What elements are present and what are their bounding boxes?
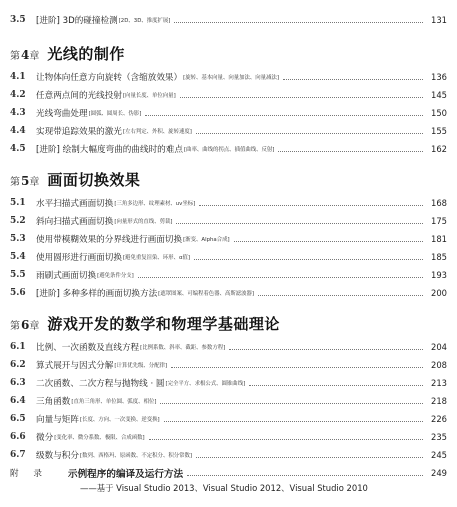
appendix-subtitle: ——基于 Visual Studio 2013、Visual Studio 2012、Visual Studio 2010 [80, 483, 368, 493]
entry-page-number: 162 [431, 144, 447, 154]
dot-leader [283, 79, 423, 80]
entry-number: 6.7 [10, 450, 26, 460]
dot-leader [234, 241, 423, 242]
dot-leader [176, 223, 423, 224]
entry-keywords: [旋转、基本向量、向量加法、向量减法] [183, 75, 279, 81]
dot-leader [196, 133, 423, 134]
entry-number: 6.4 [10, 396, 26, 406]
entry-title: 光线弯曲处理 [36, 109, 88, 119]
toc-entry-4-5[interactable] [10, 142, 447, 156]
chapter-heading-5 [10, 169, 140, 189]
appendix-label: 附 录 [10, 469, 48, 479]
entry-keywords: [渐变、Alpha合成] [183, 237, 230, 243]
entry-page-number: 218 [431, 396, 447, 406]
dot-leader [249, 385, 423, 386]
entry-number: 4.3 [10, 108, 26, 118]
entry-keywords: [比例系数、斜率、截距、参数方程] [140, 345, 226, 351]
dot-leader [196, 457, 423, 458]
entry-title: [进阶] 3D的碰撞检测 [36, 16, 118, 26]
entry-number: 5.6 [10, 288, 26, 298]
entry-keywords: [变化率、微分系数、极限、合成函数] [54, 435, 145, 441]
entry-keywords: [曲率、曲线的拐点、插值曲线、反射] [183, 147, 275, 153]
toc-entry-5-2[interactable] [10, 214, 447, 228]
entry-keywords: [向量形式的直线、剪裁] [114, 219, 173, 225]
entry-page-number: 213 [431, 378, 447, 388]
dot-leader [199, 205, 423, 206]
chapter-prefix: 第 [10, 321, 20, 332]
entry-keywords: [遮罩图案、可编程着色器、高斯滤波器] [158, 291, 255, 297]
entry-page-number: 208 [431, 360, 447, 370]
entry-keywords: [向量长度、单位向量] [122, 93, 176, 99]
toc-entry-6-3[interactable] [10, 376, 447, 390]
toc-entry-5-3[interactable] [10, 232, 447, 246]
chapter-title: 游戏开发的数学和物理学基础理论 [47, 315, 280, 333]
entry-keywords: [长度、方向、一次变换、逆变换] [79, 417, 160, 423]
entry-page-number: 235 [431, 432, 447, 442]
entry-keywords: [避免重复渲染、环形、α值] [122, 255, 191, 261]
toc-entry-5-6[interactable] [10, 286, 447, 300]
toc-entry-4-3[interactable] [10, 106, 447, 120]
dot-leader [278, 151, 423, 152]
entry-page-number: 131 [431, 15, 447, 25]
entry-page-number: 145 [431, 90, 447, 100]
entry-title: [进阶] 绘制大幅度弯曲的曲线时的难点 [36, 145, 183, 155]
entry-page-number: 200 [431, 288, 447, 298]
entry-title: 三角函数 [36, 397, 71, 407]
entry-title: 级数与积分 [36, 451, 79, 461]
entry-title: 任意两点间的光线投射 [36, 91, 122, 101]
entry-page-number: 150 [431, 108, 447, 118]
entry-page-number: 245 [431, 450, 447, 460]
appendix-page-number: 249 [431, 468, 447, 478]
toc-entry-appendix[interactable] [10, 466, 447, 480]
entry-title: 实现带追踪效果的激光 [36, 127, 122, 137]
chapter-title: 光线的制作 [47, 45, 125, 63]
entry-page-number: 226 [431, 414, 447, 424]
entry-title: 微分 [36, 433, 54, 443]
toc-entry-4-1[interactable] [10, 70, 447, 84]
entry-page-number: 155 [431, 126, 447, 136]
toc-entry-6-1[interactable] [10, 340, 447, 354]
chapter-suffix: 章 [29, 321, 40, 332]
dot-leader [160, 403, 423, 404]
entry-keywords: [直角三角形、单位圆、弧度、相位] [71, 399, 157, 405]
entry-keywords: [圆弧、圆周长、伪影] [88, 111, 142, 117]
chapter-heading-6 [10, 313, 280, 333]
dot-leader [180, 97, 423, 98]
entry-number: 6.5 [10, 414, 26, 424]
entry-page-number: 168 [431, 198, 447, 208]
chapter-heading-4 [10, 43, 125, 63]
dot-leader [258, 295, 423, 296]
chapter-suffix: 章 [29, 177, 40, 188]
toc-entry-6-2[interactable] [10, 358, 447, 372]
toc-entry-5-5[interactable] [10, 268, 447, 282]
entry-title: 雨刷式画面切换 [36, 271, 97, 281]
dot-leader [229, 349, 423, 350]
appendix-title: 示例程序的编译及运行方法 [68, 469, 184, 480]
entry-keywords: [数列、西格玛、原函数、不定积分、积分常数] [79, 453, 193, 459]
dot-leader [187, 475, 423, 476]
entry-title: 使用带模糊效果的分界线进行画面切换 [36, 235, 183, 245]
toc-entry-3-5[interactable] [10, 13, 447, 27]
entry-page-number: 193 [431, 270, 447, 280]
entry-number: 5.2 [10, 216, 26, 226]
entry-number: 5.1 [10, 198, 26, 208]
entry-page-number: 136 [431, 72, 447, 82]
toc-entry-6-4[interactable] [10, 394, 447, 408]
chapter-suffix: 章 [29, 51, 40, 62]
entry-title: 算式展开与因式分解 [36, 361, 114, 371]
entry-title: [进阶] 多种多样的画面切换方法 [36, 289, 158, 299]
chapter-number: 5 [21, 174, 30, 188]
entry-title: 向量与矩阵 [36, 415, 79, 425]
toc-entry-4-4[interactable] [10, 124, 447, 138]
dot-leader [164, 421, 423, 422]
entry-keywords: [左右判定、外积、旋转速度] [122, 129, 192, 135]
dot-leader [138, 277, 423, 278]
toc-entry-5-4[interactable] [10, 250, 447, 264]
entry-title: 比例、一次函数及直线方程 [36, 343, 140, 353]
entry-number: 6.6 [10, 432, 26, 442]
entry-number: 4.2 [10, 90, 26, 100]
entry-number: 5.4 [10, 252, 26, 262]
entry-keywords: [完全平方、求根公式、圆锥曲线] [165, 381, 246, 387]
entry-keywords: [三角多边形、纹理素材、uv坐标] [114, 201, 196, 207]
entry-page-number: 185 [431, 252, 447, 262]
entry-keywords: [2D、3D、推度扩展] [118, 18, 171, 24]
toc-entry-6-5[interactable] [10, 412, 447, 426]
entry-number: 4.5 [10, 144, 26, 154]
toc-entry-4-2[interactable] [10, 88, 447, 102]
toc-entry-6-7[interactable] [10, 448, 447, 462]
toc-entry-6-6[interactable] [10, 430, 447, 444]
entry-title: 二次函数、二次方程与抛物线 · 圆 [36, 379, 165, 389]
entry-number: 6.1 [10, 342, 26, 352]
entry-number: 4.1 [10, 72, 26, 82]
entry-title: 让物体向任意方向旋转（含缩放效果） [36, 73, 183, 83]
entry-number: 5.5 [10, 270, 26, 280]
entry-title: 使用圆形进行画面切换 [36, 253, 122, 263]
toc-entry-5-1[interactable] [10, 196, 447, 210]
entry-number: 3.5 [10, 15, 26, 25]
dot-leader [145, 115, 423, 116]
entry-number: 6.3 [10, 378, 26, 388]
entry-number: 4.4 [10, 126, 26, 136]
chapter-title: 画面切换效果 [47, 171, 141, 189]
entry-page-number: 204 [431, 342, 447, 352]
dot-leader [174, 22, 423, 23]
entry-keywords: [计算优先级、分配律] [114, 363, 168, 369]
entry-title: 水平扫描式画面切换 [36, 199, 114, 209]
entry-number: 5.3 [10, 234, 26, 244]
entry-page-number: 175 [431, 216, 447, 226]
entry-page-number: 181 [431, 234, 447, 244]
chapter-prefix: 第 [10, 51, 20, 62]
chapter-prefix: 第 [10, 177, 20, 188]
entry-title: 斜向扫描式画面切换 [36, 217, 114, 227]
dot-leader [171, 367, 423, 368]
entry-keywords: [避免条件分支] [97, 273, 134, 279]
chapter-number: 6 [21, 318, 30, 332]
dot-leader [194, 259, 423, 260]
entry-number: 6.2 [10, 360, 26, 370]
chapter-number: 4 [21, 48, 30, 62]
dot-leader [149, 439, 423, 440]
